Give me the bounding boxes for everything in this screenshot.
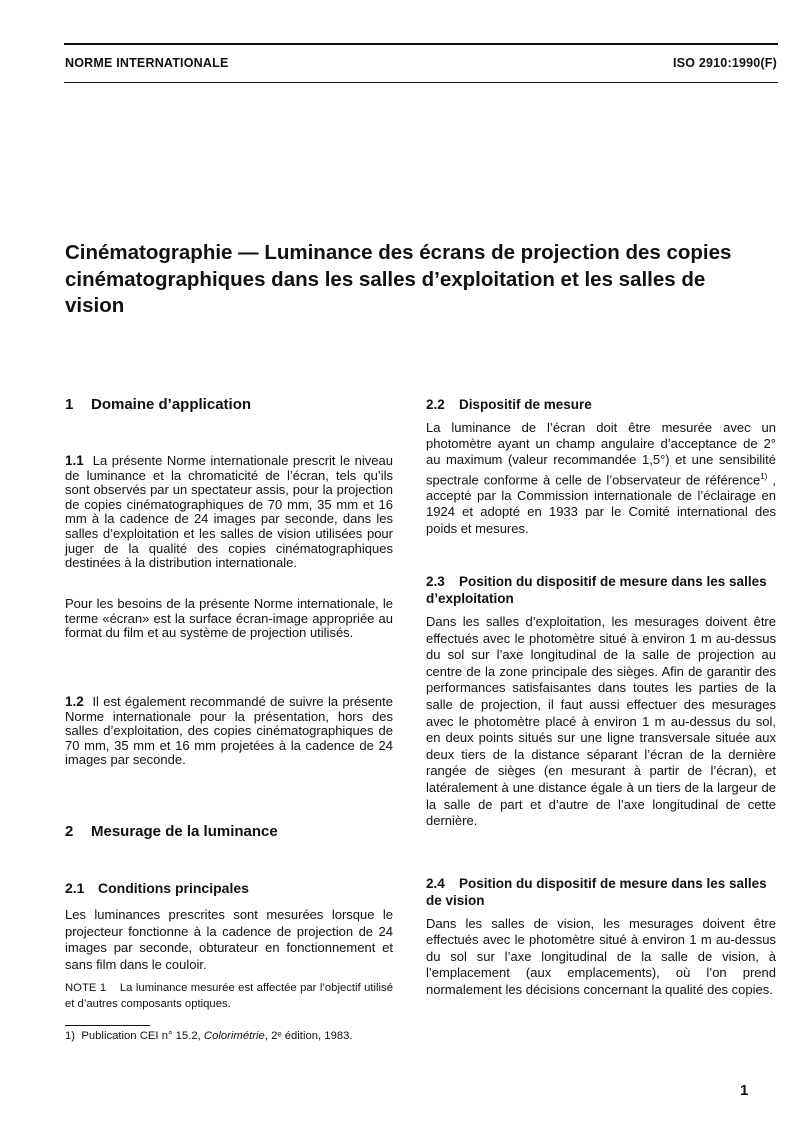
- section-number: 1: [65, 396, 74, 413]
- footnote-text: Publication CEI n° 15.2,: [81, 1030, 201, 1042]
- section-2-1-heading: [65, 880, 393, 897]
- page-number: 1: [740, 1082, 749, 1099]
- paragraph-text: Il est également recommandé de suivre la présente Norme internationale pour la présentation, hors des salles d’exploitation, des copies cinématographiques de 70 mm, 35 mm et 16 mm projetées à la cadence de 24 images par seconde.: [65, 694, 393, 768]
- paragraph-1-2: [65, 695, 393, 768]
- section-title: Dispositif de mesure: [459, 397, 592, 412]
- section-number: 2: [65, 823, 74, 840]
- section-title: Position du dispositif de mesure dans les salles d’exploitation: [426, 574, 767, 606]
- paragraph-text-end: , accepté par la Commission internationale de l’éclairage en 1924 et adopté en 1933 par le Comité international des poids et mesures.: [426, 471, 776, 536]
- header-rule-top: [64, 43, 778, 45]
- note-1: [65, 980, 393, 1012]
- paragraph-2-1: Les luminances prescrites sont mesurées lorsque le projecteur fonctionne à la cadence de projection de 24 images par seconde, obturateur en fonctionnement et sans film dans le couloir.: [65, 907, 393, 972]
- paragraph-2-3: Dans les salles d’exploitation, les mesurages doivent être effectués avec le photomètre situé à environ 1 m au-dessus du sol sur l’axe longitudinal de la salle de projection au centre de la zone principale des sièges. Afin de garantir des performances satisfaisantes dans toutes les parties de la salle de projection, il faut aussi effectuer des mesurages avec le photomètre placé à environ 1 m au-dessus du sol, en deux points situés sur une ligne transversale située aux deux tiers de la distance séparant l’écran de la dernière rangée de sièges (en mesurant à partir de l’écran), et latéralement à une distance égale à un tiers de la largeur de la salle de part et d’autre de l’axe longitudinal de cette dernière.: [426, 614, 776, 829]
- section-title: Conditions principales: [98, 880, 249, 896]
- footnote: [65, 1030, 353, 1042]
- section-title: Position du dispositif de mesure dans les salles de vision: [426, 876, 767, 908]
- section-number: 2.2: [426, 397, 445, 412]
- footnote-title: Colorimétrie: [203, 1030, 265, 1042]
- footnote-text-end: , 2ᵉ édition, 1983.: [264, 1030, 353, 1042]
- section-number: 2.4: [426, 876, 445, 891]
- paragraph-2-2: [426, 420, 776, 537]
- paragraph-text: La présente Norme internationale prescrit le niveau de luminance et la chromaticité de l’écran, tels qu’ils sont observés par un spectateur assis, pour la projection de copies cinématographiques de 70 mm, 35 mm et 16 mm à la cadence de 24 images par seconde, dans les salles d’exploitation et les salles de vision utilisées pour juger de la qualité des copies cinématographiques destinées à la distribution internationale.: [65, 453, 393, 571]
- clause-number: 1.2: [65, 694, 84, 709]
- header-left: NORME INTERNATIONALE: [65, 56, 229, 70]
- note-label: NOTE 1: [65, 982, 107, 994]
- paragraph-2-4: Dans les salles de vision, les mesurages doivent être effectués avec le photomètre situé à environ 1 m au-dessus du sol sur l’axe longitudinal de la salle de vision, à l’emplacement (aux emplacements), où l’on prend normalement les décisions concernant la qualité des copies.: [426, 916, 776, 997]
- paragraph-1-1-definition: Pour les besoins de la présente Norme internationale, le terme «écran» est la surface écran-image appropriée au format du film et au système de projection utilisés.: [65, 596, 393, 641]
- footnote-rule: [65, 1025, 150, 1026]
- section-number: 2.3: [426, 574, 445, 589]
- clause-number: 1.1: [65, 453, 84, 468]
- section-2-2-heading: [426, 396, 776, 413]
- footnote-reference: 1): [760, 471, 768, 481]
- section-2-3-heading: [426, 573, 776, 607]
- paragraph-text: La luminance de l’écran doit être mesurée avec un photomètre ayant un champ angulaire d’acceptance de 2° au maximum (valeur recommandée 1,5°) et une sensibilité spectrale conforme à celle de l’observateur de référence: [426, 420, 776, 487]
- paragraph-1-1: [65, 454, 393, 571]
- document-title: Cinématographie — Luminance des écrans de projection des copies cinématographiques dans les salles d’exploitation et les salles de vision: [65, 241, 732, 317]
- section-2-4-heading: [426, 875, 776, 909]
- header-right: ISO 2910:1990(F): [673, 56, 777, 70]
- footnote-number: 1): [65, 1030, 76, 1042]
- section-title: Mesurage de la luminance: [91, 823, 278, 840]
- note-text: La luminance mesurée est affectée par l’objectif utilisé et d’autres composants optiques.: [65, 982, 393, 1010]
- section-number: 2.1: [65, 880, 85, 896]
- section-2-heading: [65, 823, 393, 840]
- section-title: Domaine d’application: [91, 396, 252, 413]
- header-rule-bottom: [64, 82, 778, 83]
- section-1-heading: [65, 396, 393, 413]
